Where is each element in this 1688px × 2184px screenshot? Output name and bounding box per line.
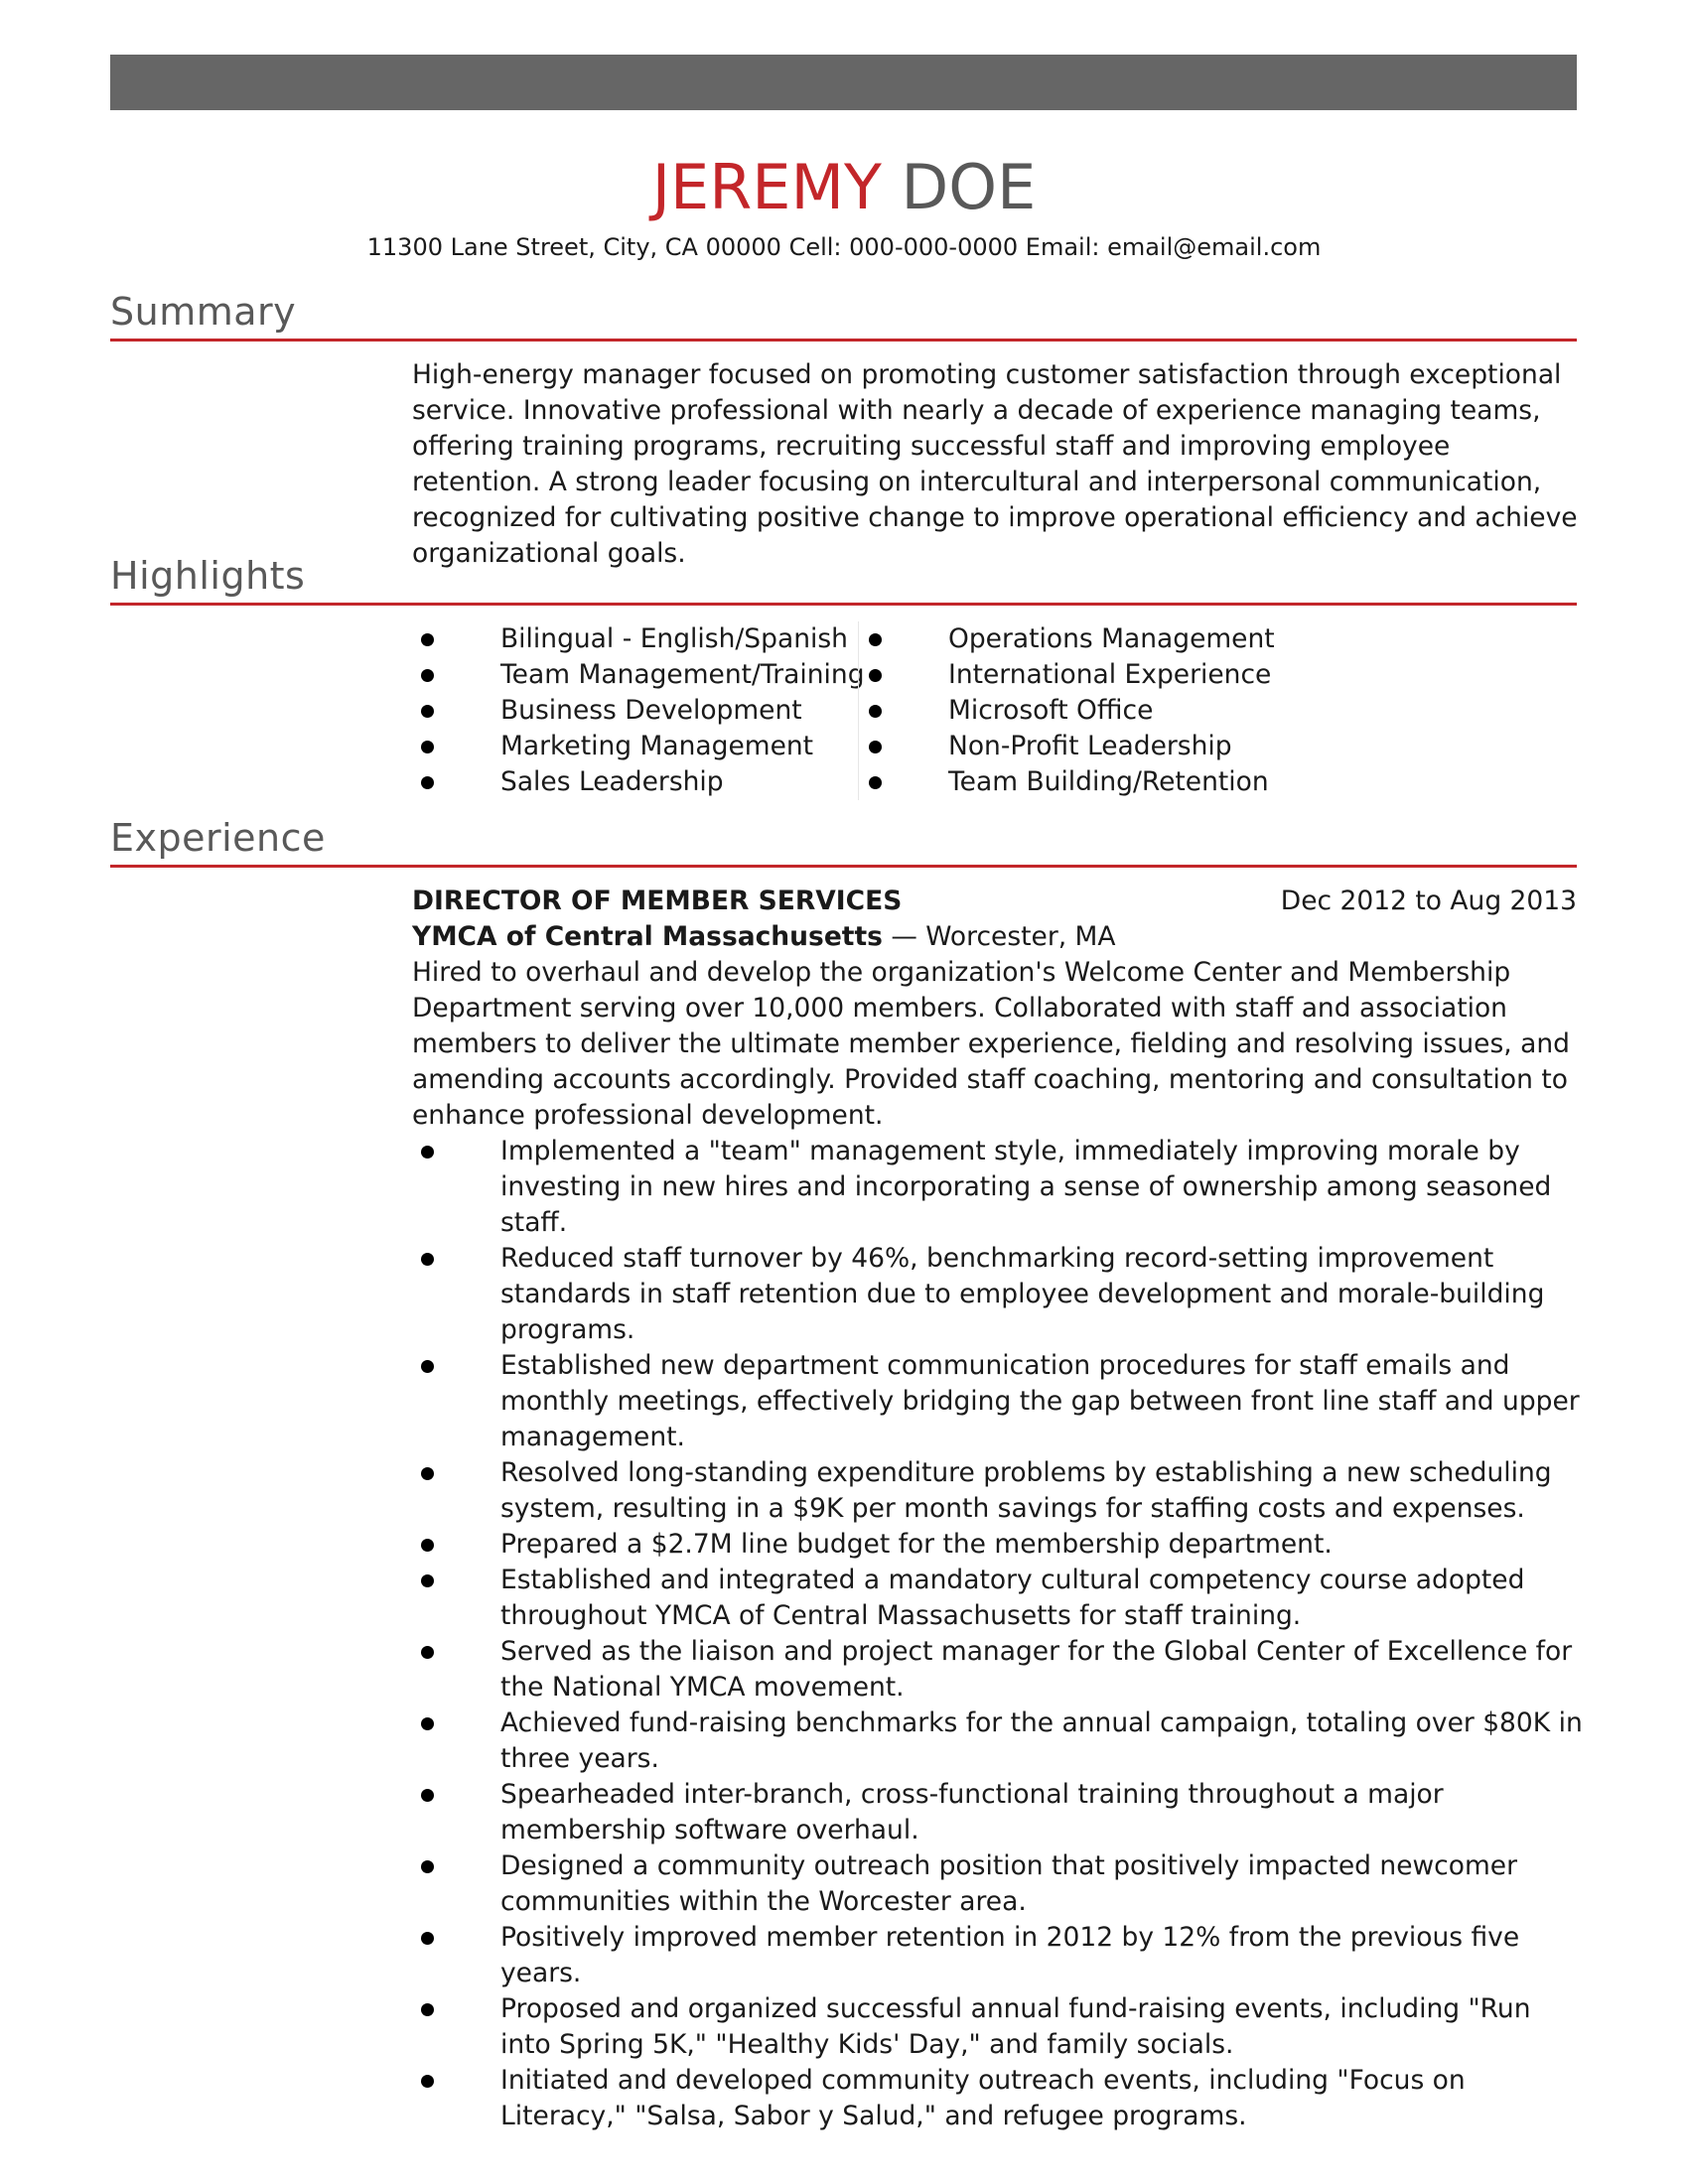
highlights-list-left — [411, 621, 865, 800]
highlight-item: Sales Leadership — [411, 764, 858, 800]
experience-divider — [110, 865, 1577, 868]
achievement-item: Designed a community outreach position that positively impacted newcomer communities within the Worcester area. — [411, 1848, 1583, 1920]
summary-divider — [110, 339, 1577, 341]
first-name: JEREMY — [651, 151, 882, 223]
achievement-item: Implemented a "team" management style, immediately improving morale by investing in new hires and incorporating a sense of ownership among seasoned staff. — [411, 1134, 1583, 1241]
achievement-item: Established and integrated a mandatory cultural competency course adopted throughout YMCA of Central Massachusetts for staff training. — [411, 1563, 1583, 1634]
candidate-name — [0, 149, 1688, 226]
achievement-item: Reduced staff turnover by 46%, benchmarking record-setting improvement standards in staff retention due to employee development and morale-building programs. — [411, 1241, 1583, 1348]
job-company: YMCA of Central Massachusetts — [412, 921, 883, 952]
highlights-list-right — [858, 621, 1355, 800]
achievement-item: Initiated and developed community outreach events, including "Focus on Literacy," "Salsa, Sabor y Salud," and refugee programs. — [411, 2063, 1583, 2134]
job-description: Hired to overhaul and develop the organization's Welcome Center and Membership Department serving over 10,000 members. Collaborated with staff and association members to deliver the ultimate member experience, fielding and resolving issues, and amending accounts accordingly. Provided staff coaching, mentoring and consultation to enhance professional development. — [412, 957, 1570, 1131]
achievement-item: Achieved fund-raising benchmarks for the annual campaign, totaling over $80K in three years. — [411, 1706, 1583, 1777]
achievement-item: Prepared a $2.7M line budget for the membership department. — [411, 1527, 1583, 1563]
highlights-heading: Highlights — [110, 554, 306, 598]
contact-info: 11300 Lane Street, City, CA 00000 Cell: 000-000-0000 Email: email@email.com — [366, 233, 1322, 261]
summary-text: High-energy manager focused on promoting customer satisfaction through exceptional service. Innovative professional with nearly a decade of experience managing teams, offering training programs, recruiting successful staff and improving employee retention. A strong leader focusing on intercultural and interpersonal communication, recognized for cultivating positive change to improve operational efficiency and achieve organizational goals. — [412, 359, 1578, 569]
header-bar — [110, 55, 1577, 110]
highlight-item: Team Building/Retention — [859, 764, 1355, 800]
experience-heading: Experience — [110, 816, 326, 860]
job-dates: Dec 2012 to Aug 2013 — [1280, 886, 1577, 916]
job-title: DIRECTOR OF MEMBER SERVICES — [412, 886, 903, 916]
achievement-item: Spearheaded inter-branch, cross-functional training throughout a major membership software overhaul. — [411, 1777, 1583, 1848]
highlight-item: Non-Profit Leadership — [859, 729, 1355, 764]
highlight-item: Marketing Management — [411, 729, 858, 764]
highlight-item: Team Management/Training — [411, 657, 858, 693]
highlight-item: Bilingual - English/Spanish — [411, 621, 858, 657]
highlight-item: International Experience — [859, 657, 1355, 693]
job-company-line — [412, 919, 1116, 955]
highlight-item: Business Development — [411, 693, 858, 729]
last-name: DOE — [901, 151, 1037, 223]
job-location: Worcester, MA — [925, 921, 1116, 952]
highlight-item: Operations Management — [859, 621, 1355, 657]
achievement-item: Resolved long-standing expenditure problems by establishing a new scheduling system, resulting in a $9K per month savings for staffing costs and expenses. — [411, 1455, 1583, 1527]
achievement-item: Served as the liaison and project manager for the Global Center of Excellence for the National YMCA movement. — [411, 1634, 1583, 1706]
achievement-item: Positively improved member retention in 2012 by 12% from the previous five years. — [411, 1920, 1583, 1991]
highlight-item: Microsoft Office — [859, 693, 1355, 729]
summary-heading: Summary — [110, 290, 297, 334]
job-achievements-list — [411, 1134, 1583, 2134]
achievement-item: Proposed and organized successful annual fund-raising events, including "Run into Spring 5K," "Healthy Kids' Day," and family socials. — [411, 1991, 1583, 2063]
job-separator: — — [882, 921, 926, 952]
achievement-item: Established new department communication procedures for staff emails and monthly meetings, effectively bridging the gap between front line staff and upper management. — [411, 1348, 1583, 1455]
highlights-divider — [110, 603, 1577, 606]
